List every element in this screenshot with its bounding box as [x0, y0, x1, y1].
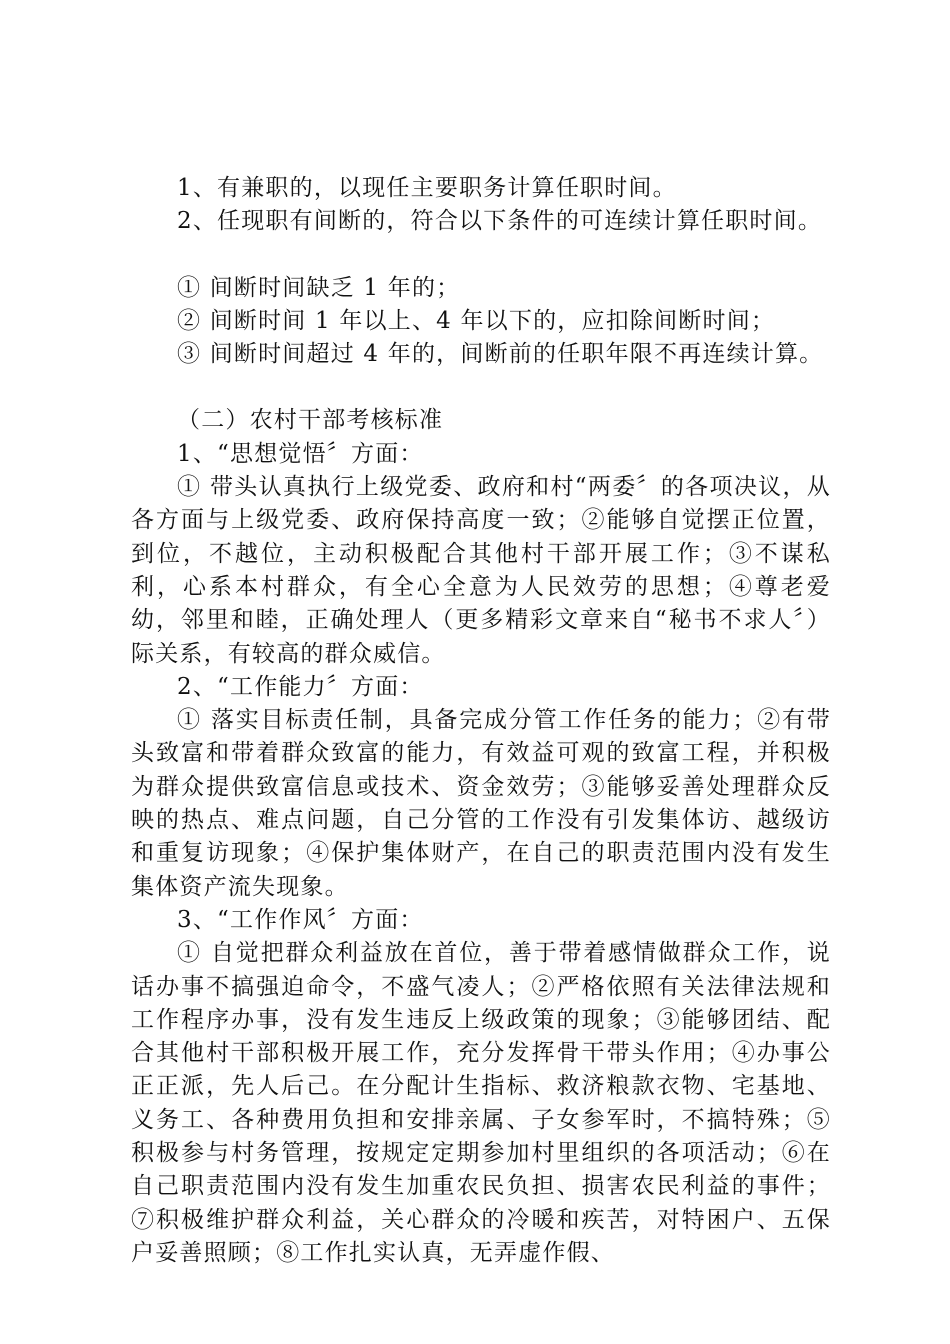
paragraph-awareness: ① 带头认真执行上级党委、政府和村“两委〞的各项决议，从各方面与上级党委、政府保持高度一致；②能够自觉摆正位置，到位，不越位，主动积极配合其他村干部开展工作；③不谋私利，心系本村群众，有全心全意为人民效劳的思想；④尊老爱幼，邻里和睦，正确处理人（更多精彩文章来自“秘书不求人〞）际关系，有较高的群众威信。: [131, 474, 831, 667]
condition-item-3: ③ 间断时间超过 4 年的，间断前的任职年限不再连续计算。: [177, 341, 824, 368]
spacer: [131, 239, 831, 272]
paragraph-1: 1、有兼职的，以现任主要职务计算任职时间。: [177, 175, 677, 201]
section-heading: （二）农村干部考核标准: [177, 407, 444, 434]
paragraph-2: 2、任现职有间断的，符合以下条件的可连续计算任职时间。: [177, 208, 823, 235]
condition-item-1: ① 间断时间缺乏 1 年的；: [177, 274, 461, 301]
subheading-ability: 2、“工作能力〞方面：: [177, 673, 424, 700]
paragraph-ability: ① 落实目标责任制，具备完成分管工作任务的能力；②有带头致富和带着群众致富的能力，有效益可观的致富工程，并积极为群众提供致富信息或技术、资金效劳；③能够妥善处理群众反映的热点、难点问题，自己分管的工作没有引发集体访、越级访和重复访现象；④保护集体财产，在自己的职责范围内没有发生集体资产流失现象。: [131, 707, 831, 900]
paragraph-style: ① 自觉把群众利益放在首位，善于带着感情做群众工作，说话办事不搞强迫命令，不盛气凌人；②严格依照有关法律法规和工作程序办事，没有发生违反上级政策的现象；③能够团结、配合其他村干部积极开展工作，充分发挥骨干带头作用；④办事公正正派，先人后己。在分配计生指标、救济粮款衣物、宅基地、义务工、各种费用负担和安排亲属、子女参军时，不搞特殊；⑤积极参与村务管理，按规定定期参加村里组织的各项活动；⑥在自己职责范围内没有发生加重农民负担、损害农民利益的事件；⑦积极维护群众利益，关心群众的冷暖和疾苦，对特困户、五保户妥善照顾；⑧工作扎实认真，无弄虚作假、: [131, 940, 831, 1266]
condition-item-2: ② 间断时间 1 年以上、4 年以下的，应扣除间断时间；: [177, 307, 776, 334]
spacer: [131, 371, 831, 404]
document-body: [131, 172, 831, 1270]
subheading-style: 3、“工作作风〞方面：: [177, 906, 424, 933]
subheading-awareness: 1、“思想觉悟〞方面：: [177, 440, 424, 467]
